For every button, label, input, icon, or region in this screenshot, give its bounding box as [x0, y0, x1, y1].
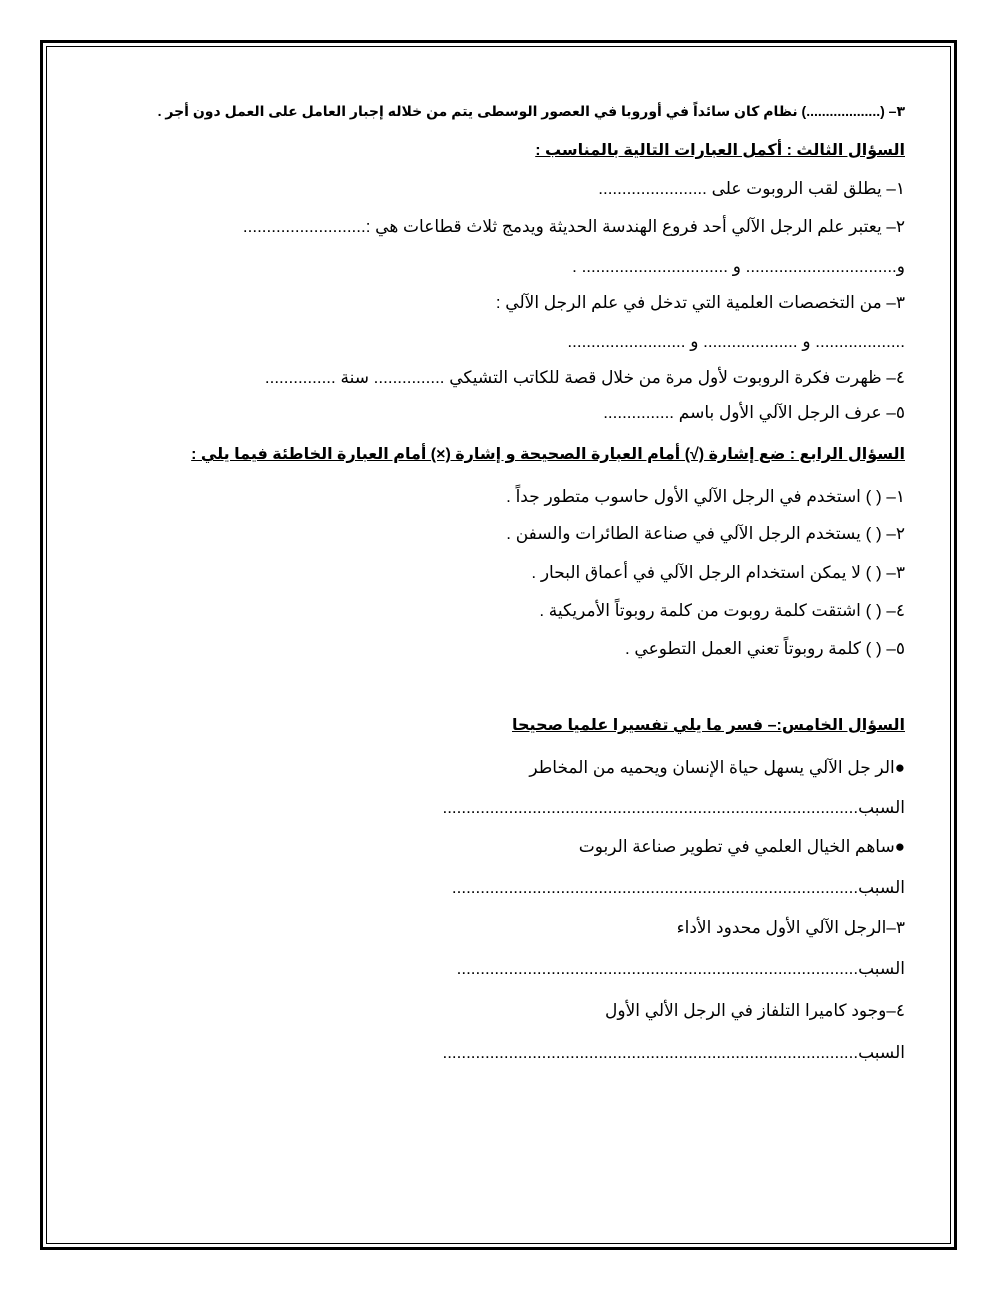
q3-heading: السؤال الثالث : أكمل العبارات التالية بالمناسب :: [535, 142, 905, 159]
q5-statement-2: ●ساهم الخيال العلمي في تطوير صناعة الربوت: [578, 837, 905, 856]
q3-item-2: ٢– يعتبر علم الرجل الآلي أحد فروع الهندسة الحديثة ويدمج ثلاث قطاعات هي :..........................: [242, 217, 905, 236]
q5-statement-3: ٣–الرجل الآلي الأول محدود الأداء: [676, 918, 905, 937]
q3-item-4: ٤– ظهرت فكرة الروبوت لأول مرة من خلال قصة للكاتب التشيكي ............... سنة ...............: [264, 368, 905, 387]
q2-item-3: ٣– (...................) نظام كان سائداً في أوروبا في العصور الوسطى يتم من خلاله إجبار العامل على العمل دون أجر .: [157, 103, 905, 119]
q5-reason-4: السبب........................................................................................: [442, 1043, 905, 1062]
q5-reason-1: السبب........................................................................................: [442, 798, 905, 817]
q3-item-3-blanks: ................... و .................... و .........................: [567, 332, 905, 351]
q4-item-2: ٢– ( ) يستخدم الرجل الآلي في صناعة الطائرات والسفن .: [506, 524, 905, 543]
q5-statement-1: ●الر جل الآلي يسهل حياة الإنسان ويحميه من المخاطر: [529, 758, 905, 777]
q3-item-2-continuation: و................................ و ............................... .: [572, 257, 905, 276]
q3-item-5: ٥– عرف الرجل الآلي الأول باسم ...............: [603, 403, 905, 422]
q3-item-1: ١– يطلق لقب الروبوت على .......................: [598, 179, 905, 198]
q5-heading: السؤال الخامس:– فسر ما يلي تفسيرا علميا صحيحا: [512, 717, 905, 734]
q5-statement-4: ٤–وجود كاميرا التلفاز في الرجل الألي الأول: [605, 1001, 905, 1020]
q5-reason-2: السبب......................................................................................: [451, 878, 905, 897]
q4-item-4: ٤– ( ) اشتقت كلمة روبوت من كلمة روبوتاً الأمريكية .: [539, 601, 905, 620]
q4-item-1: ١– ( ) استخدم في الرجل الآلي الأول حاسوب متطور جداً .: [506, 487, 905, 506]
q3-item-3: ٣– من التخصصات العلمية التي تدخل في علم الرجل الآلي :: [495, 293, 905, 312]
q4-heading: السؤال الرابع : ضع إشارة (√) أمام العبارة الصحيحة و إشارة (×) أمام العبارة الخاطئة فيما يلي :: [191, 446, 905, 463]
q5-reason-3: السبب.....................................................................................: [456, 959, 905, 978]
q4-item-5: ٥– ( ) كلمة روبوتاً تعني العمل التطوعي .: [624, 639, 905, 658]
q4-item-3: ٣– ( ) لا يمكن استخدام الرجل الآلي في أعماق البحار .: [531, 563, 905, 582]
